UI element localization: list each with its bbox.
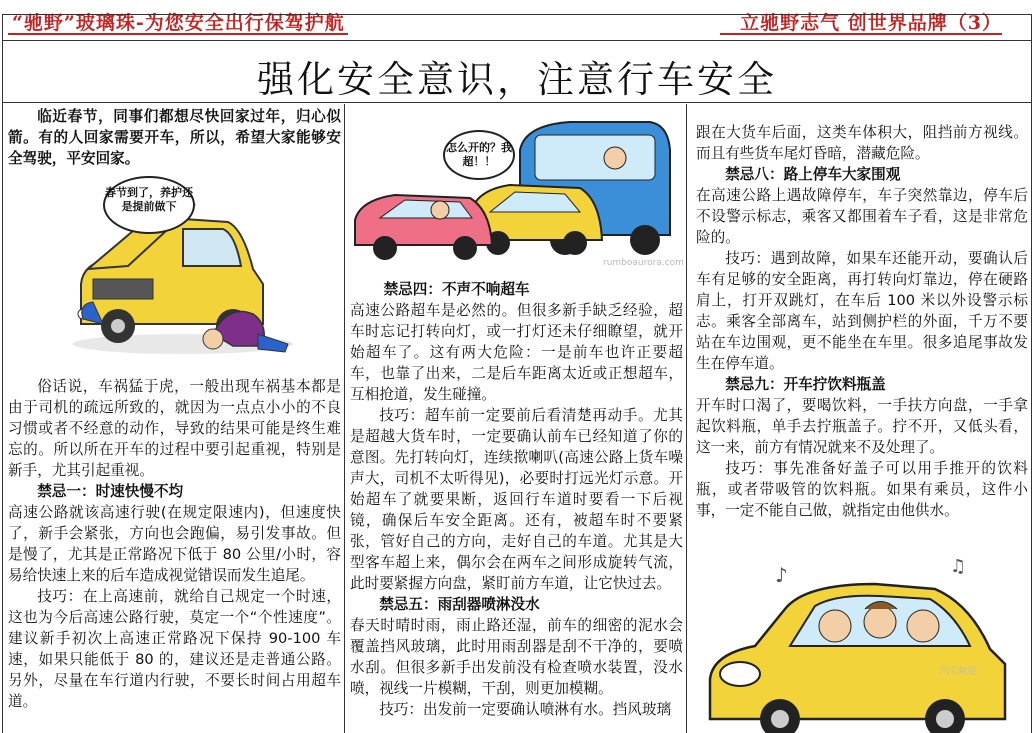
masthead-left-slogan: “驰野”玻璃珠-为您安全出行保驾护航 (12, 12, 345, 34)
overtaking-illustration (350, 110, 680, 275)
heading-taboo-5: 禁忌五：雨刮器喷淋没水 (379, 596, 540, 613)
watermark-passengers: 汽车频道 (940, 667, 977, 677)
column-3 (690, 104, 1032, 733)
paragraph-truck-continued: 跟在大货车后面，这类车体积大，阻挡前方视线。而且有些货车尾灯昏暗，潜藏危险。 (696, 124, 1028, 162)
paragraph-taboo-8: 在高速公路上遇故障停车，车子突然靠边，停车后不设警示标志，乘客又都围着车子看，这是非常危险的。 (696, 187, 1028, 246)
car-engine (93, 279, 153, 299)
music-note-icon: ♪ (775, 563, 788, 587)
paragraph-taboo-9-tips: 技巧：事先准备好盖子可以用手推开的饮料瓶，或者带吸管的饮料瓶。如果有乘员，这件小事，一定不能自己做，就指定由他供水。 (696, 460, 1028, 519)
paragraph-taboo-5-tips: 技巧：出发前一定要确认喷淋有水。挡风玻璃 (379, 701, 672, 718)
column-1 (3, 104, 345, 733)
bus-wheel-2 (630, 225, 660, 255)
front-hub (771, 710, 789, 728)
heading-taboo-1: 禁忌一：时速快慢不均 (37, 483, 184, 500)
speech-bubble-overtake: 怎么开的？我超！！ (443, 130, 515, 180)
paragraph-taboo-1-tips: 技巧：在上高速前，就给自己规定一个时速，这也为今后高速公路行驶，莫定一个“个性速度”。建议新手初次上高速正常路况下保持 90-100 车速，如果只能低于 80 的，建议还是走普通公路。另外，尽量在车行道内行驶，不要长时间占用超车道。 (8, 588, 341, 710)
bus-driver (604, 147, 626, 169)
heading-taboo-9: 禁忌九：开车拧饮料瓶盖 (725, 376, 886, 393)
intro-block (8, 106, 341, 169)
column-2 (345, 104, 687, 733)
happy-passengers-illustration (705, 554, 1025, 733)
speech-bubble-maintenance: 春节到了，养护还是提前做下 (103, 176, 195, 234)
column2-body (350, 279, 683, 720)
pink-car-driver (431, 201, 449, 219)
paragraph-taboo-8-tips: 技巧：遇到故障，如果车还能开动，要确认后车有足够的安全距离，再打转向灯靠边，停在硬路肩上，打开双跳灯，在车后 100 米以外设警示标志。乘客全部离车，站到侧护栏的外面，千万不要站在车边围观，更不能坐在车里。很多追尾事故发生在停车道。 (696, 250, 1028, 372)
intro-paragraph: 临近春节，同事们都想尽快回家过年，归心似箭。有的人回家需要开车，所以，希望大家能够安全驾驶，平安回家。 (8, 108, 341, 167)
heading-taboo-4: 禁忌四：不声不响超车 (383, 281, 530, 298)
headlight (720, 662, 760, 686)
yellow-car-wheel-2 (563, 231, 587, 255)
paragraph-taboo-1: 高速公路就该高速行驶(在规定限速内)，但速度快了，新手会紧张，方向也会跑偏，易引发事故。但是慢了，尤其是正常路况下低于 80 公里/小时，容易给快速上来的后车造成视觉错误而发生追尾。 (8, 504, 341, 584)
rear-hub (936, 710, 954, 728)
heading-taboo-8: 禁忌八：路上停车大家围观 (725, 166, 901, 183)
masthead-right-slogan: 立驰野志气 创世界品牌（3） (740, 12, 1002, 34)
car-body (81, 219, 263, 324)
music-note-icon-2: ♫ (950, 556, 967, 577)
kneeling-person-head (203, 329, 223, 349)
column1-body (8, 376, 341, 712)
column3-body (696, 122, 1028, 521)
paragraph-intro-danger: 俗话说，车祸猛于虎，一般出现车祸基本都是由于司机的疏远所致的，就因为一点点小小的不良习惯或者不经意的动作，导致的结果可能是终生难忘的。所以所在开车的过程中要引起重视，特别是新手，尤其引起重视。 (8, 378, 341, 479)
paragraph-taboo-9: 开车时口渴了，要喝饮料，一手扶方向盘，一手拿起饮料瓶，单手去拧瓶盖子。拧不开，又低头看，这一来，前方有情况就来不及处理了。 (696, 397, 1028, 456)
passenger-2 (864, 606, 896, 638)
bus-windshield (535, 135, 655, 180)
pink-car-wheel-2 (453, 236, 477, 260)
watermark-overtake: rumboaurora.com (603, 258, 684, 268)
page-title: 强化安全意识，注意行车安全 (257, 58, 777, 101)
passenger-3 (907, 610, 939, 642)
title-band (2, 40, 1032, 103)
kneeling-person-legs (258, 334, 288, 352)
paragraph-taboo-4: 高速公路超车是必然的。但很多新手缺乏经验，超车时忘记打转向灯，或一打灯还未仔细瞭望，就开始超车了。这有两大危险：一是前车也许正要超车，也靠了出来，二是后车距离太近或正想超车，互相抢道，发生碰撞。 (350, 302, 683, 403)
pink-car-wheel-1 (373, 236, 397, 260)
paragraph-taboo-5: 春天时晴时雨，雨止路还湿，前车的细密的泥水会覆盖挡风玻璃，此时用雨刮器是刮不干净的，要喷水刮。但很多新手出发前没有检查喷水装置，没水喷，视线一片模糊，干刮，则更加模糊。 (350, 617, 683, 697)
paragraph-taboo-4-tips: 技巧：超车前一定要前后看清楚再动手。尤其是超越大货车时，一定要确认前车已经知道了你的意图。先打转向灯，连续揿喇叭(高速公路上货车噪声大，司机不太听得见)，必要时打远光灯示意。开始超车了就要果断，返回行车道时要看一下后视镜，确保后车安全距离。还有，被超车时不要紧张，管好自己的方向，走好自己的车道。尤其是大型客车超上来，偶尔会在两车之间形成旋转气流，此时要紧握方向盘，紧盯前方车道，让它快过去。 (350, 407, 683, 592)
passenger-1 (819, 610, 851, 642)
front-hub (111, 319, 125, 333)
